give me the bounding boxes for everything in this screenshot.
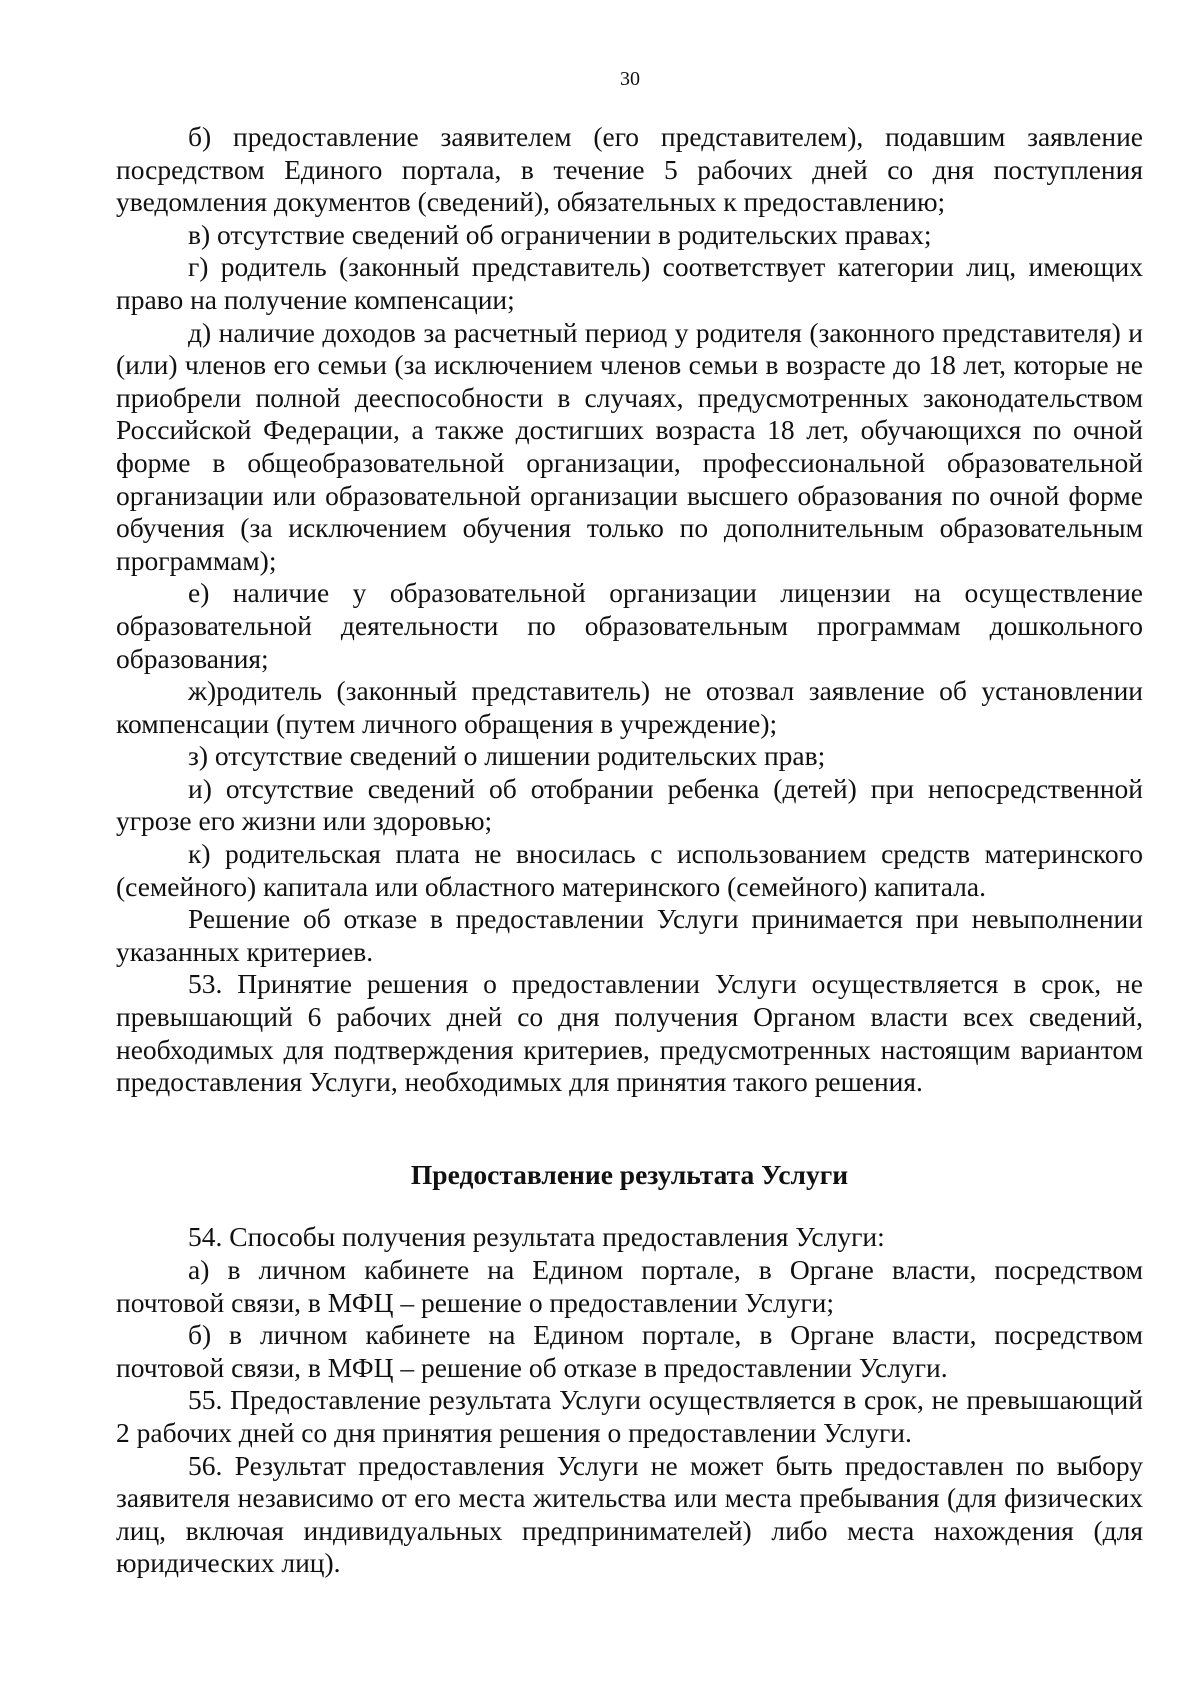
paragraph-criterion-e: е) наличие у образовательной организации лицензии на осуществление образовательной деятельности по образовательным программам дошкольного образования; <box>116 577 1143 674</box>
section-heading: Предоставление результата Услуги <box>410 1158 849 1190</box>
paragraph-criterion-k: к) родительская плата не вносилась с использованием средств материнского (семейного) капитала или областного материнского (семейного) капитала. <box>116 838 1143 902</box>
paragraph-criterion-v: в) отсутствие сведений об ограничении в родительских правах; <box>188 218 932 250</box>
paragraph-criterion-d: д) наличие доходов за расчетный период у родителя (законного представителя) и (или) членов его семьи (за исключением членов семьи в возрасте до 18 лет, которые не приобрели полной дееспособности в случаях, предусмотренных законодательством Российской Федерации, а также достигших возраста 18 лет, обучающихся по очной форме в общеобразовательной организации, профессиональной образовательной организации или образовательной организации высшего образования по очной форме обучения (за исключением обучения только по дополнительным образовательным программам); <box>116 316 1143 576</box>
paragraph-criterion-b: б) предоставление заявителем (его представителем), подавшим заявление посредством Единого портала, в течение 5 рабочих дней со дня поступления уведомления документов (сведений), обязательных к предоставлению; <box>116 121 1143 218</box>
paragraph-criterion-z: з) отсутствие сведений о лишении родительских прав; <box>188 740 826 772</box>
paragraph-54-b: б) в личном кабинете на Едином портале, в Органе власти, посредством почтовой связи, в МФЦ – решение об отказе в предоставлении Услуги. <box>116 1319 1143 1383</box>
paragraph-55: 55. Предоставление результата Услуги осуществляется в срок, не превышающий 2 рабочих дней со дня принятия решения о предоставлении Услуги. <box>116 1384 1143 1448</box>
document-body <box>116 121 1143 1580</box>
paragraph-56: 56. Результат предоставления Услуги не может быть предоставлен по выбору заявителя независимо от его места жительства или места пребывания (для физических лиц, включая индивидуальных предпринимателей) либо места нахождения (для юридических лиц). <box>116 1449 1143 1579</box>
paragraph-criterion-zh: ж)родитель (законный представитель) не отозвал заявление об установлении компенсации (путем личного обращения в учреждение); <box>116 675 1143 739</box>
paragraph-refusal-decision: Решение об отказе в предоставлении Услуги принимается при невыполнении указанных критериев. <box>116 903 1143 967</box>
paragraph-criterion-g: г) родитель (законный представитель) соответствует категории лиц, имеющих право на получение компенсации; <box>116 251 1143 315</box>
paragraph-54-a: а) в личном кабинете на Едином портале, в Органе власти, посредством почтовой связи, в МФЦ – решение о предоставлении Услуги; <box>116 1254 1143 1318</box>
paragraph-criterion-i: и) отсутствие сведений об отобрании ребенка (детей) при непосредственной угрозе его жизни или здоровью; <box>116 772 1143 837</box>
paragraph-53: 53. Принятие решения о предоставлении Услуги осуществляется в срок, не превышающий 6 рабочих дней со дня получения Органом власти всех сведений, необходимых для подтверждения критериев, предусмотренных настоящим вариантом предоставления Услуги, необходимых для принятия такого решения. <box>116 968 1143 1098</box>
paragraph-54: 54. Способы получения результата предоставления Услуги: <box>188 1221 885 1253</box>
page-number: 30 <box>620 68 640 90</box>
